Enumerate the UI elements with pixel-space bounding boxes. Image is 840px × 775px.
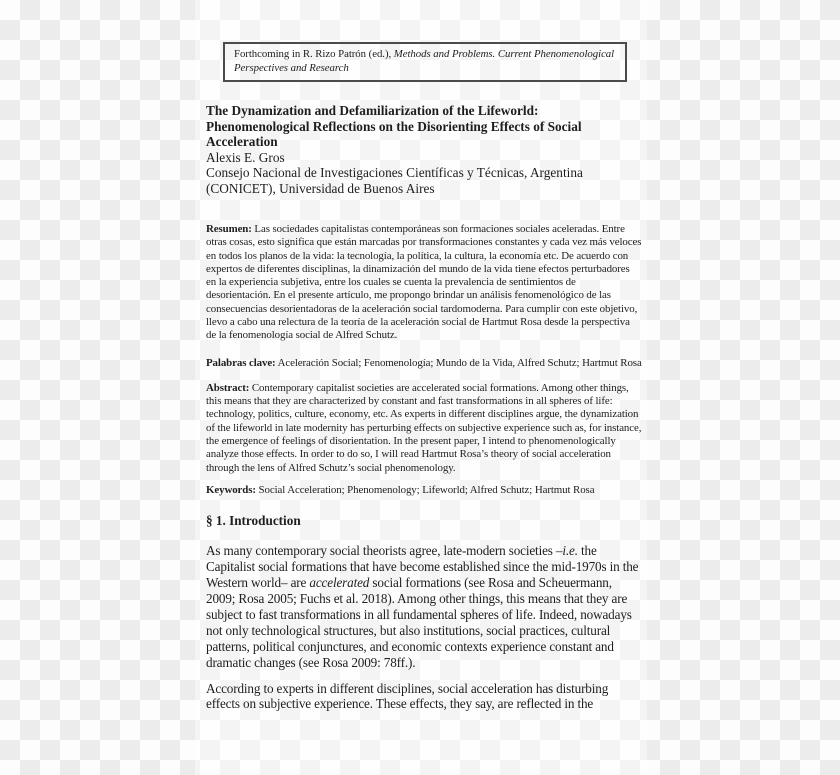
affiliation-line: Consejo Nacional de Investigaciones Científicas y Técnicas, Argentina	[206, 165, 583, 181]
abstract-spanish	[206, 223, 642, 343]
document-page	[206, 0, 642, 712]
paper-title-line: Acceleration	[206, 134, 278, 150]
abstract-spanish-label: Resumen:	[206, 222, 252, 235]
keywords-spanish-label: Palabras clave:	[206, 356, 276, 369]
keywords-english-label: Keywords:	[206, 483, 256, 496]
intro-paragraph-2: According to experts in different disciplines, social acceleration has disturbing effects on subjective experience. These effects, they say, are reflected in the	[206, 680, 609, 712]
keywords-spanish	[206, 357, 642, 370]
paper-title-line: The Dynamization and Defamiliarization of the Lifeworld:	[206, 103, 539, 119]
forthcoming-note-box: Forthcoming in R. Rizo Patrón (ed.), Methods and Problems. Current Phenomenological Perspectives and Research	[223, 42, 627, 82]
keywords-english	[206, 484, 642, 497]
affiliation-line: (CONICET), Universidad de Buenos Aires	[206, 180, 435, 196]
abstract-english	[206, 382, 642, 475]
keywords-spanish-text: Aceleración Social; Fenomenología; Mundo de la Vida, Alfred Schutz; Hartmut Rosa	[277, 356, 642, 369]
abstract-spanish-text: Las sociedades capitalistas contemporáneas son formaciones sociales aceleradas. Entre otras cosas, esto significa que están marcadas por transformaciones constantes y cada vez más veloces en todos los planos de la vida: la tecnología, la política, la cultura, la economía etc. De acuerdo con expertos de diferentes disciplinas, la dinamización del mundo de la vida tiene efectos perturbadores en la experiencia subjetiva, entre los cuales se cuenta la prevalencia de sentimientos de desorientación. En el presente artículo, me propongo brindar un análisis fenomenológico de las consecuencias desorientadoras de la aceleración social tardomoderna. Para cumplir con este objetivo, llevo a cabo una relectura de la teoría de la aceleración social de Hartmut Rosa desde la perspectiva de la fenomenología social de Alfred Schutz.	[206, 222, 642, 342]
section-1-heading: § 1. Introduction	[206, 513, 301, 529]
paper-title-line: Phenomenological Reflections on the Disorienting Effects of Social	[206, 118, 582, 134]
paper-title	[206, 103, 642, 150]
abstract-english-label: Abstract:	[206, 381, 250, 394]
intro-paragraph-1: As many contemporary social theorists agree, late-modern societies –i.e. the Capitalist social formations that have become established since the mid-1970s in the Western world– are accelerated social formations (see Rosa and Scheuermann, 2009; Rosa 2005; Fuchs et al. 2018). Among other things, this means that they are subject to fast transformations in all fundamental spheres of life. Indeed, nowadays not only technological structures, but also institutions, social practices, cultural patterns, political conjunctures, and economic contexts experience constant and dramatic changes (see Rosa 2009: 78ff.).	[206, 543, 639, 670]
author-name: Alexis E. Gros	[206, 149, 285, 165]
author-affiliation	[206, 165, 642, 196]
abstract-english-text: Contemporary capitalist societies are accelerated social formations. Among other things, this means that they are characterized by constant and fast transformations in all spheres of life: technology, politics, culture, economy, etc. As experts in different disciplines argue, the dynamization of the lifeworld in late modernity has perturbing effects on subjective experience such as, for instance, the emergence of feelings of disorientation. In the present paper, I intend to phenomenologically analyze those effects. In order to do so, I will read Hartmut Rosa’s theory of social acceleration through the lens of Alfred Schutz’s social phenomenology.	[206, 381, 642, 474]
keywords-english-text: Social Acceleration; Phenomenology; Lifeworld; Alfred Schutz; Hartmut Rosa	[258, 483, 595, 496]
